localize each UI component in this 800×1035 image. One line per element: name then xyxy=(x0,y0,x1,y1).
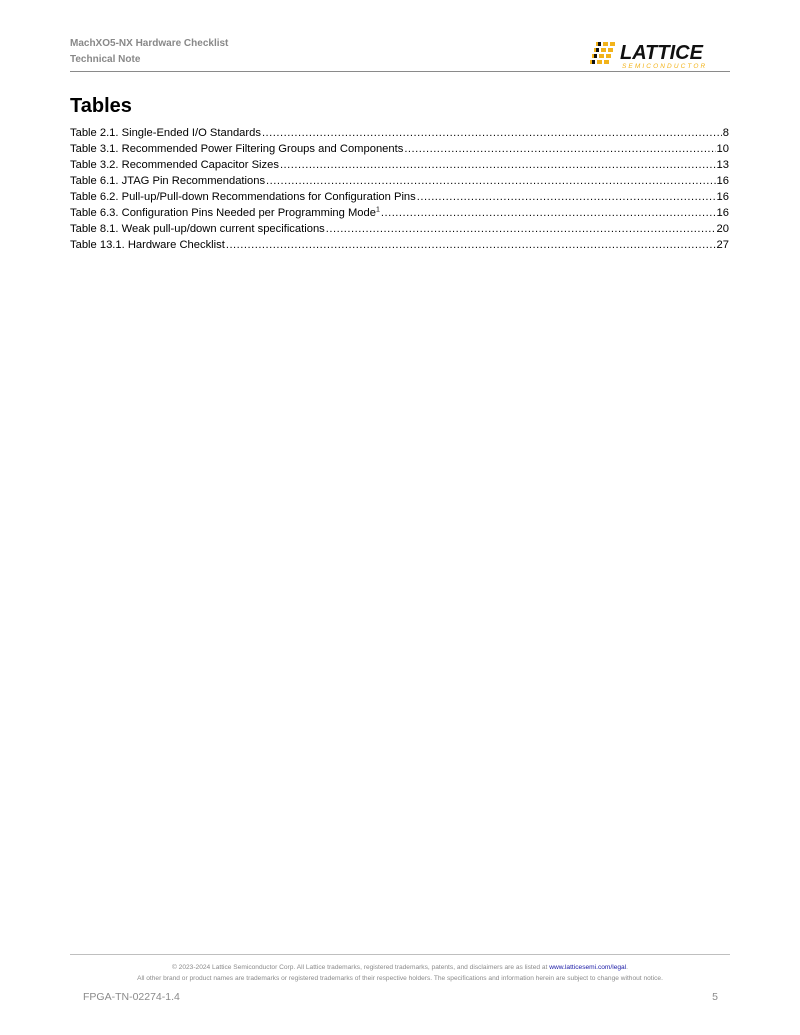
toc-entry-page: 16 xyxy=(716,175,729,187)
toc-entry-label xyxy=(70,189,416,205)
legal-link[interactable]: www.latticesemi.com/legal xyxy=(549,964,627,971)
document-id: FPGA-TN-02274-1.4 xyxy=(83,991,180,1003)
toc-entry-page: 8 xyxy=(722,127,729,139)
toc-entry[interactable] xyxy=(70,173,729,189)
toc-entry-page: 16 xyxy=(716,207,729,219)
toc-entry-text: Table 6.1. JTAG Pin Recommendations xyxy=(70,175,266,187)
toc-entry-page: 13 xyxy=(716,159,729,171)
toc-leader-dots xyxy=(381,205,716,221)
toc-entry-label xyxy=(70,141,403,157)
section-title: Tables xyxy=(70,95,132,117)
toc-entry[interactable] xyxy=(70,189,729,205)
toc-entry-text: Table 2.1. Single-Ended I/O Standards xyxy=(70,127,261,139)
toc-leader-dots xyxy=(326,221,716,237)
toc-entry-text: Table 3.1. Recommended Power Filtering Groups and Components xyxy=(70,143,404,155)
toc-entry-footnote: 1 xyxy=(375,206,380,214)
toc-leader-dots xyxy=(404,141,715,157)
toc-entry-label xyxy=(70,173,265,189)
header-divider xyxy=(70,71,730,72)
toc-entry-label xyxy=(70,237,225,253)
toc-entry[interactable] xyxy=(70,157,729,173)
lattice-logo xyxy=(590,40,730,70)
toc-entry-page: 16 xyxy=(716,191,729,203)
footer-divider xyxy=(70,954,730,955)
toc-entry-text: Table 6.2. Pull-up/Pull-down Recommendations for Configuration Pins xyxy=(70,191,416,203)
svg-text:SEMICONDUCTOR: SEMICONDUCTOR xyxy=(622,63,708,70)
copyright-text: © 2023-2024 Lattice Semiconductor Corp. All Lattice trademarks, registered trademarks, patents, and disclaimers are as listed at xyxy=(171,964,548,971)
page-number: 5 xyxy=(712,991,718,1003)
svg-text:LATTICE: LATTICE xyxy=(620,42,703,64)
toc-entry[interactable] xyxy=(70,221,729,237)
toc-entry-page: 27 xyxy=(716,239,729,251)
document-subtitle: Technical Note xyxy=(70,54,141,65)
toc-entry-label xyxy=(70,125,261,141)
toc-entry-page: 10 xyxy=(716,143,729,155)
toc-leader-dots xyxy=(417,189,716,205)
toc-entry-label xyxy=(70,205,380,221)
toc-entry-label xyxy=(70,157,279,173)
toc-leader-dots xyxy=(226,237,716,253)
toc-entry-text: Table 3.2. Recommended Capacitor Sizes xyxy=(70,159,279,171)
footer-notice: All other brand or product names are trademarks or registered trademarks of their respective holders. The specifications and information herein are subject to change without notice. xyxy=(137,975,663,982)
toc-entry-text: Table 8.1. Weak pull-up/down current specifications xyxy=(70,223,325,235)
page-header xyxy=(70,38,730,72)
toc-entry[interactable] xyxy=(70,205,729,221)
toc-leader-dots xyxy=(262,125,722,141)
toc-entry-text: Table 13.1. Hardware Checklist xyxy=(70,239,225,251)
toc-leader-dots xyxy=(266,173,716,189)
toc-leader-dots xyxy=(280,157,716,173)
footer-copyright xyxy=(70,964,730,971)
toc-entry-page: 20 xyxy=(716,223,729,235)
toc-entry[interactable] xyxy=(70,141,729,157)
copyright-suffix: . xyxy=(626,964,629,971)
toc-entry-label xyxy=(70,221,325,237)
document-title: MachXO5-NX Hardware Checklist xyxy=(70,38,229,49)
toc-entry[interactable] xyxy=(70,237,729,253)
table-of-contents xyxy=(70,125,729,253)
toc-entry[interactable] xyxy=(70,125,729,141)
toc-entry-text: Table 6.3. Configuration Pins Needed per Programming Mode xyxy=(70,207,376,219)
